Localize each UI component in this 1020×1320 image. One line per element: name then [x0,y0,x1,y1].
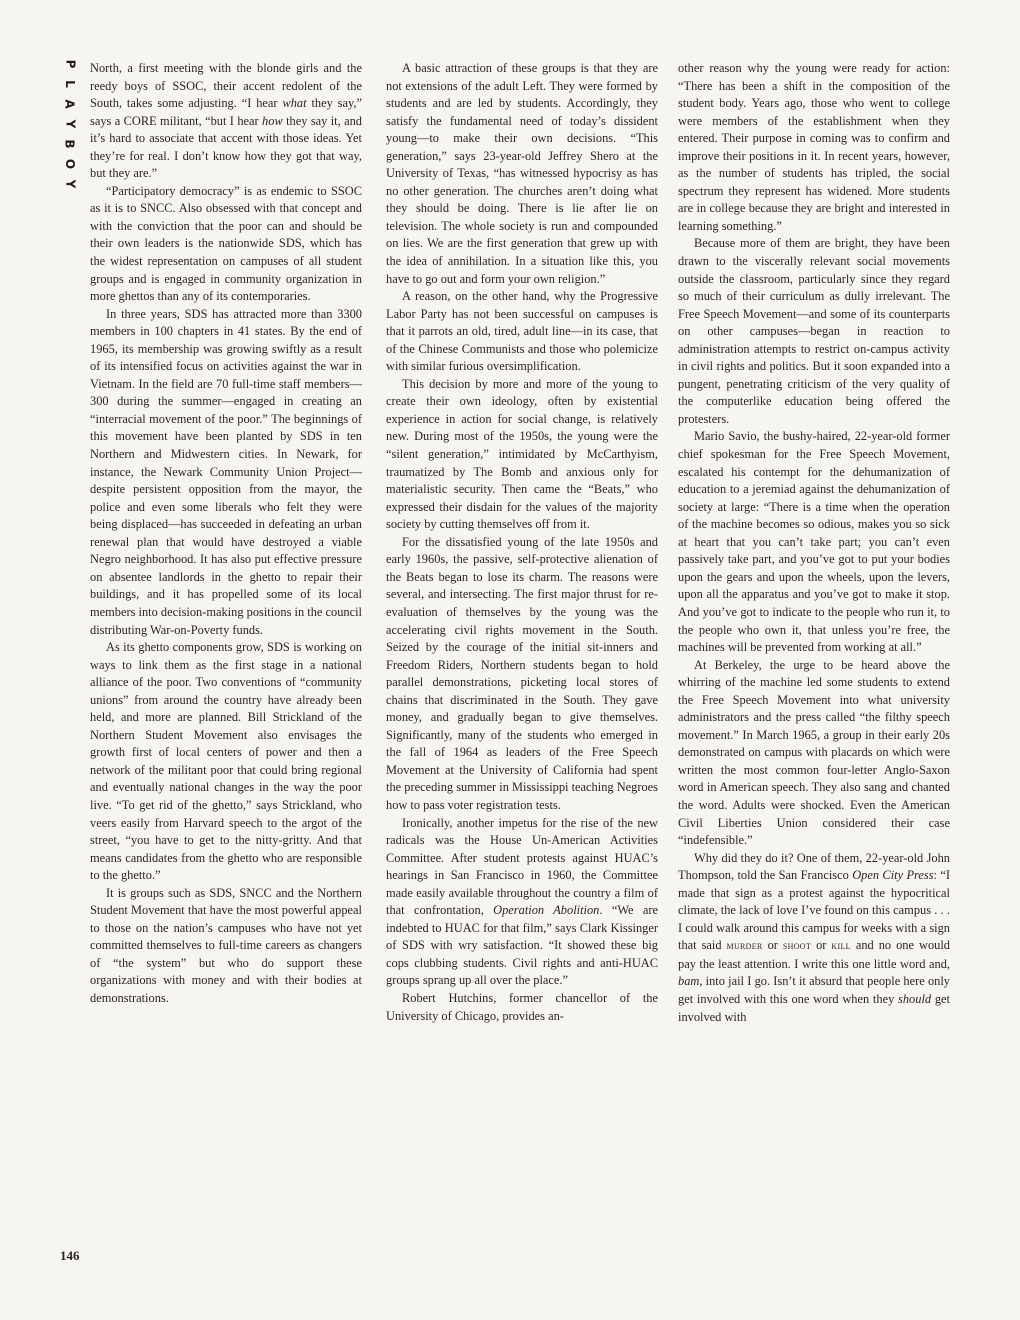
paragraph: Robert Hutchins, former chancellor of the University of Chicago, provides an- [386,990,658,1023]
page-number: 146 [60,1248,80,1263]
brand-letter: Y [62,119,77,129]
magazine-brand [60,54,80,194]
paragraph: At Berkeley, the urge to be heard above the whirring of the machine led some students to extend the Free Speech Movement into what university administrators and the press called “the filthy speech movement.” In March 1965, a group in their early 20s demonstrated on campus with placards on which were written the most common four-letter Anglo-Saxon word in American speech. They also sang and chanted the word. Adults were shocked. Even the American Civil Liberties Union considered their case “indefensible.” [678,657,950,848]
brand-letter: A [62,99,77,109]
brand-letter: P [62,59,77,69]
paragraph: This decision by more and more of the young to create their own ideology, often by existential experience in action for social change, is relatively new. During most of the 1950s, the young were the “silent generation,” intimidated by McCarthyism, traumatized by The Bomb and anxious only for materialistic security. Then came the “Beats,” who expressed their disdain for the values of the majority society by cutting themselves off from it. [386,376,658,532]
paragraph: For the dissatisfied young of the late 1950s and early 1960s, the passive, self-protective alienation of the Beats began to lose its charm. The reasons were several, and intersecting. The first major thrust for re-evaluation of themselves by the young was the accelerating civil rights movement in the South. Seized by the courage of the initial sit-inners and Freedom Riders, Northern students began to hold parallel demonstrations, picketing local stores of chains that discriminated in the South. They gave money, and gradually began to give themselves. Significantly, many of the students who emerged in the fall of 1964 as leaders of the Free Speech Movement at the University of California had spent the preceding summer in Mississippi teaching Negroes how to pass voter registration tests. [386,534,658,812]
paragraph: As its ghetto components grow, SDS is working on ways to link them as the first stage in a national alliance of the poor. Two conventions of “community unions” from around the country have already been held, and more are planned. Bill Strickland of the Northern Student Movement also envisages the growth first of local centers of power and then a network of the militant poor that could bring regional and eventually national changes in the way the poor live. “To get rid of the ghetto,” says Strickland, who veers easily from Harvard speech to the argot of the street, “you have to get to the nitty-gritty. And that means candidates from the ghetto who are responsible to the ghetto.” [90,640,362,883]
brand-letter: L [63,80,77,88]
paragraph: A reason, on the other hand, why the Progressive Labor Party has not been successful on campuses is that it parrots an old, tired, adult line—in its case, that of the Chinese Communists and those who polemicize with similar furious oversimplification. [386,289,658,374]
paragraph: A basic attraction of these groups is that they are not extensions of the adult Left. They were formed by students and are led by students. Accordingly, they satisfy the fundamental need of today’s dissident young—to make their own decisions. “This generation,” says 23-year-old Jeffrey Shero at the University of Texas, “has witnessed hypocrisy as has no other generation. The churches aren’t doing what they should be doing. There is lie after lie on television. The whole society is run and compounded on lies. We are the first generation that grew up with the idea of annihilation. In a situation like this, you have to go out and form your own religion.” [386,61,658,286]
text-column-1 [90,60,362,1008]
paragraph: Ironically, another impetus for the rise of the new radicals was the House Un-American Activities Committee. After student protests against HUAC’s hearings in San Francisco in 1960, the Committee made easily available throughout the country a film of that confrontation, Operation Abolition. “We are indebted to HUAC for that film,” says Clark Kissinger of SDS with wry satisfaction. “It showed these big cops clubbing students. Civil rights and anti-HUAC groups sprang up all over the place.” [386,815,659,988]
paragraph: “Participatory democracy” is as endemic to SSOC as it is to SNCC. Also obsessed with that concept and with the conviction that the poor can and should be their own leaders is the nationwide SDS, which has the widest representation on campuses of all student groups and is engaged in community organization in more ghettos than any of its contemporaries. [90,183,362,304]
paragraph: Why did they do it? One of them, 22-year-old John Thompson, told the San Francisco Open City Press: “I made that sign as a protest against the hypocritical climate, the lack of love I’ve found on this campus . . . I could walk around this campus for weeks with a sign that said murder or shoot or kill and no one would pay the least attention. I write this one little word and, bam, into jail I go. Isn’t it absurd that people here only get involved with this one word when they should get involved with [678,850,950,1024]
paragraph: Mario Savio, the bushy-haired, 22-year-old former chief spokesman for the Free Speech Movement, escalated his contempt for the dehumanization of education to a jeremiad against the dehumanization of society at large: “There is a time when the operation of the machine becomes so odious, makes you so sick at heart that you can’t take part; you can’t even passively take part, and you’ve got to put your bodies upon the gears and upon the wheels, upon the levers, upon all the apparatus and you’ve got to make it stop. And you’ve got to indicate to the people who run it, to the people who own it, that unless you’re free, the machines will be prevented from working at all.” [678,429,950,655]
text-column-2 [386,60,658,1025]
brand-letter: B [63,139,77,149]
brand-letter: Y [62,179,77,189]
paragraph: It is groups such as SDS, SNCC and the Northern Student Movement that have the most powerful appeal to those on the nation’s campuses who have not yet committed themselves to full-time careers as changers of “the system” but who do support these organizations with money and with their bodies at demonstrations. [90,885,362,1005]
paragraph: In three years, SDS has attracted more than 3300 members in 100 chapters in 41 states. By the end of 1965, its membership was growing swiftly as a result of its intensified focus on activities against the war in Vietnam. In the field are 70 full-time staff members—300 during the summer—engaged in creating an “interracial movement of the poor.” The beginnings of this movement have been planted by SDS in ten Northern and Midwestern cities. In Newark, for instance, the Newark Community Union Project—despite persistent opposition from the mayor, the police and even some liberals who felt they were being displaced—has succeeded in defeating an urban renewal plan that would have destroyed a viable Negro neighborhood. It has also put effective pressure on absentee landlords in the ghetto to repair their buildings, and it has propelled some of its local members into decision-making positions in the council distributing War-on-Poverty funds. [90,306,362,637]
paragraph: Because more of them are bright, they have been drawn to the viscerally relevant social movements outside the classroom, particularly since they regard so much of their curriculum as dully irrelevant. The Free Speech Movement—and some of its counterparts on other campuses—began in reaction to administration attempts to restrict on-campus activity in civil rights and politics. But it soon expanded into a pungent, penetrating criticism of the very quality of the computerlike education being offered the protesters. [678,236,950,426]
paragraph: other reason why the young were ready for action: “There has been a shift in the composition of the student body. Years ago, those who went to college were members of the establishment when they entered. Their purpose in coming was to confirm and improve their positions in it. In recent years, however, as the number of students has tripled, the social spectrum they represent has widened. More students are in college because they are bright and interested in learning something.” [678,61,950,233]
text-column-3 [678,60,950,1026]
paragraph: North, a first meeting with the blonde girls and the reedy boys of SSOC, their accent redolent of the South, takes some adjusting. “I hear what they say,” says a CORE militant, “but I hear how they say it, and it’s hard to associate that accent with those ideas. Yet they’re for real. I don’t know how they got that way, but they are.” [90,61,362,181]
brand-letter: O [62,158,77,170]
